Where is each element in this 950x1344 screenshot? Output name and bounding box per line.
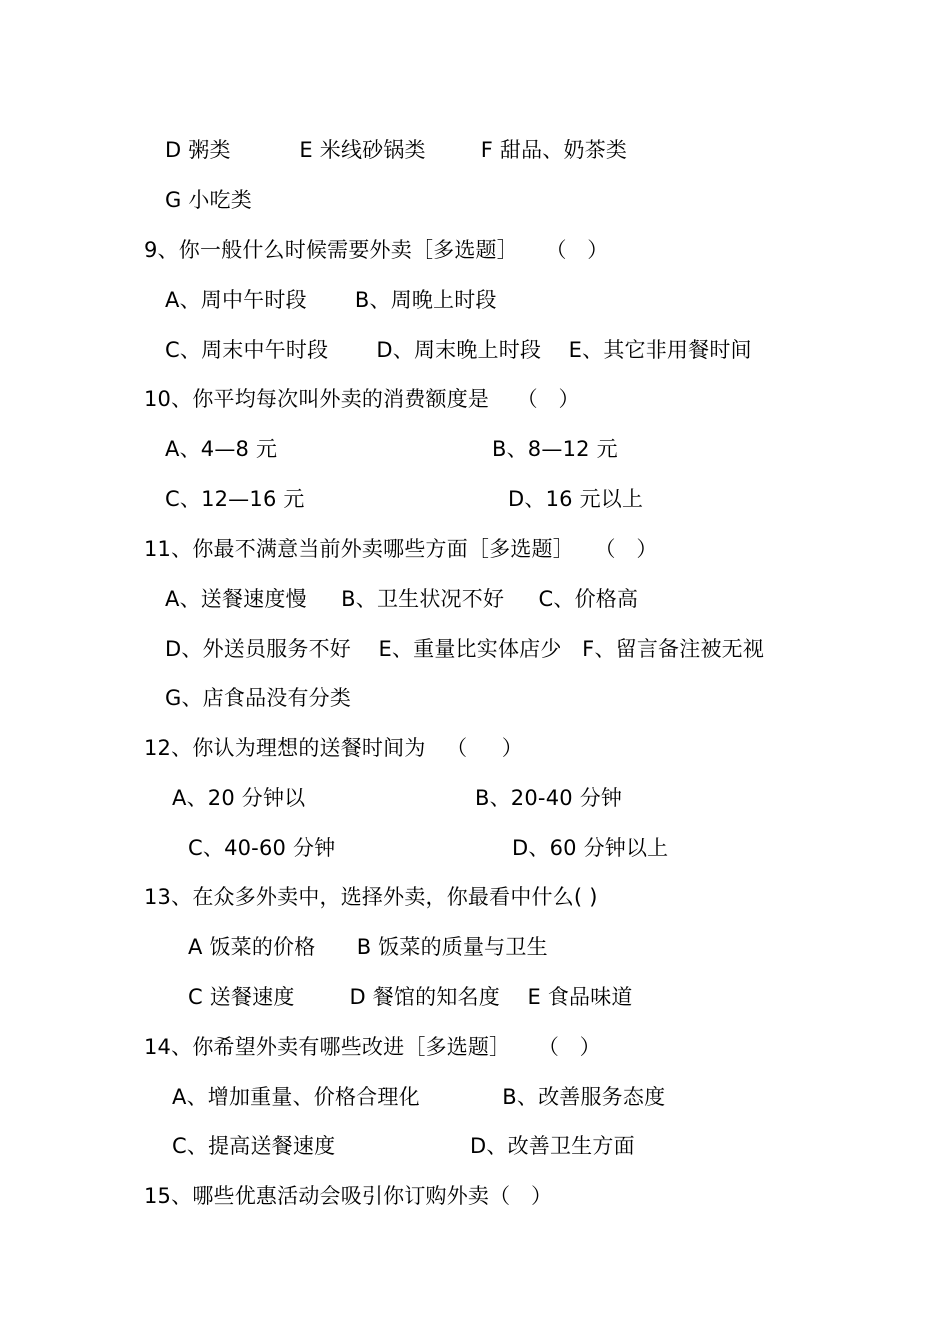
- question-11: 11、你最不满意当前外卖哪些方面［多选题］ （ ）: [144, 537, 658, 561]
- question-10: 10、你平均每次叫外卖的消费额度是 （ ）: [144, 387, 580, 411]
- q12-option-c: C、40-60 分钟: [188, 836, 336, 860]
- q12-option-d: D、60 分钟以上: [512, 836, 669, 860]
- question-12: 12、你认为理想的送餐时间为 （ ）: [144, 736, 523, 760]
- options-line-d-e-f: D 粥类 E 米线砂锅类 F 甜品、奶茶类: [165, 138, 628, 162]
- q10-option-b: B、8—12 元: [492, 437, 618, 461]
- q13-options-a-b: A 饭菜的价格 B 饭菜的质量与卫生: [188, 935, 548, 959]
- q12-option-a: A、20 分钟以: [172, 786, 306, 810]
- question-13: 13、在众多外卖中，选择外卖，你最看中什么( ): [144, 885, 598, 909]
- q11-options-d-e-f: D、外送员服务不好 E、重量比实体店少 F、留言备注被无视: [165, 637, 765, 661]
- option-line-g: G 小吃类: [165, 188, 252, 212]
- question-15: 15、哪些优惠活动会吸引你订购外卖（ ）: [144, 1184, 553, 1208]
- q12-option-b: B、20-40 分钟: [475, 786, 623, 810]
- q14-option-d: D、改善卫生方面: [470, 1134, 635, 1158]
- q11-options-a-b-c: A、送餐速度慢 B、卫生状况不好 C、价格高: [165, 587, 639, 611]
- q10-option-a: A、4—8 元: [165, 437, 278, 461]
- q9-options-a-b: A、周中午时段 B、周晚上时段: [165, 288, 497, 312]
- question-14: 14、你希望外卖有哪些改进［多选题］ （ ）: [144, 1035, 601, 1059]
- q14-option-c: C、提高送餐速度: [172, 1134, 336, 1158]
- q13-options-c-d-e: C 送餐速度 D 餐馆的知名度 E 食品味道: [188, 985, 633, 1009]
- q10-option-d: D、16 元以上: [508, 487, 644, 511]
- q10-option-c: C、12—16 元: [165, 487, 305, 511]
- question-9: 9、你一般什么时候需要外卖［多选题］ （ ）: [144, 238, 609, 262]
- q14-options-a-b: A、增加重量、价格合理化 B、改善服务态度: [172, 1085, 666, 1109]
- q11-option-g: G、店食品没有分类: [165, 686, 352, 710]
- q9-options-c-d-e: C、周末中午时段 D、周末晚上时段 E、其它非用餐时间: [165, 338, 752, 362]
